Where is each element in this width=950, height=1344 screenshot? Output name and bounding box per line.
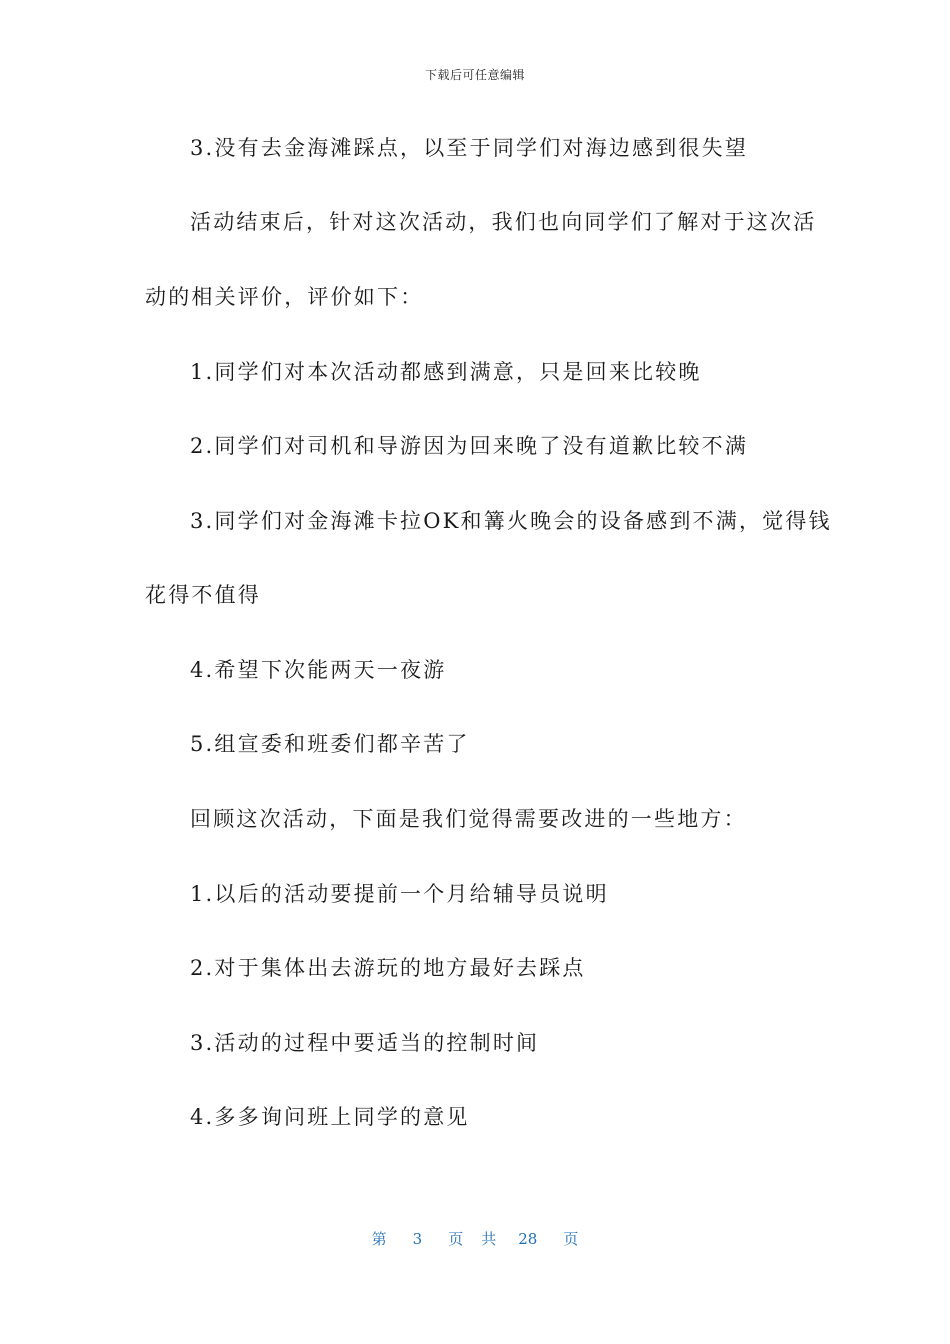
list-item: 3.同学们对金海滩卡拉OK和篝火晚会的设备感到不满，觉得钱	[190, 509, 832, 533]
footer-gong: 共	[481, 1230, 497, 1248]
list-item: 2.同学们对司机和导游因为回来晚了没有道歉比较不满	[190, 434, 749, 458]
footer-total-pages: 28	[518, 1230, 538, 1248]
paragraph-line: 3.没有去金海滩踩点，以至于同学们对海边感到很失望	[190, 136, 749, 160]
footer-di: 第	[371, 1230, 387, 1248]
paragraph-line: 花得不值得	[145, 583, 261, 607]
list-item: 2.对于集体出去游玩的地方最好去踩点	[190, 956, 586, 980]
page-footer	[0, 1228, 950, 1249]
list-item: 4.多多询问班上同学的意见	[190, 1105, 470, 1129]
footer-page-number: 3	[412, 1230, 423, 1248]
list-item: 5.组宣委和班委们都辛苦了	[190, 732, 470, 756]
paragraph-line: 活动结束后，针对这次活动，我们也向同学们了解对于这次活	[190, 210, 817, 234]
header-note: 下载后可任意编辑	[424, 68, 525, 82]
list-item: 1.以后的活动要提前一个月给辅导员说明	[190, 882, 609, 906]
list-item: 4.希望下次能两天一夜游	[190, 658, 447, 682]
footer-ye: 页	[448, 1230, 464, 1248]
list-item: 3.活动的过程中要适当的控制时间	[190, 1031, 540, 1055]
paragraph-line: 动的相关评价，评价如下：	[145, 285, 424, 309]
list-item: 1.同学们对本次活动都感到满意，只是回来比较晚	[190, 360, 702, 384]
footer-ye2: 页	[563, 1230, 579, 1248]
paragraph-line: 回顾这次活动，下面是我们觉得需要改进的一些地方：	[190, 807, 747, 831]
